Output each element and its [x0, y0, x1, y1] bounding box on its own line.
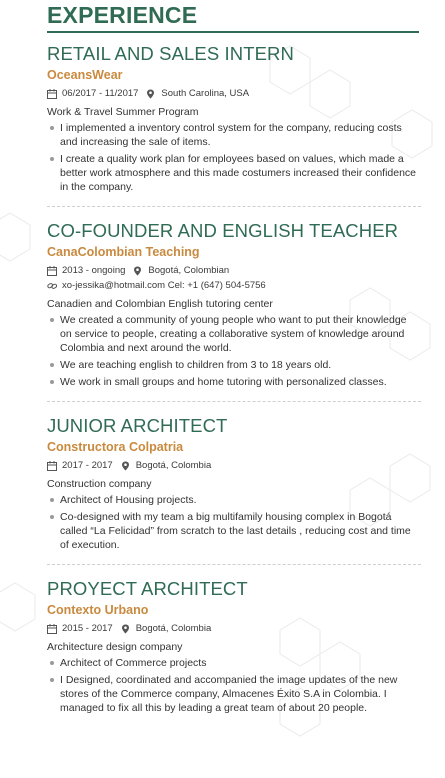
job-dates: 2015 - 2017: [62, 623, 113, 634]
job-location: Bogotá, Colombia: [135, 623, 212, 634]
map-pin-icon: [133, 266, 144, 276]
job-title: PROYECT ARCHITECT: [47, 578, 248, 599]
job-meta: [47, 459, 421, 472]
job-dates: 2013 - ongoing: [62, 265, 126, 276]
calendar-icon: [47, 89, 58, 99]
job-description: Canadien and Colombian English tutoring center: [47, 298, 273, 310]
job-entry: [47, 206, 421, 401]
job-description: Construction company: [47, 478, 152, 490]
company-name: Constructora Colpatria: [47, 440, 184, 454]
job-title: JUNIOR ARCHITECT: [47, 415, 228, 436]
job-bullets: [47, 656, 421, 715]
list-item: We work in small groups and home tutoring with personalized classes.: [47, 375, 421, 389]
link-icon: [47, 281, 58, 291]
job-description: Work & Travel Summer Program: [47, 106, 199, 118]
job-contact[interactable]: xo-jessika@hotmail.com Cel: +1 (647) 504-5756: [62, 280, 266, 291]
job-contact-row: [47, 279, 421, 292]
section-title: EXPERIENCE: [47, 2, 198, 28]
job-entry: [47, 564, 421, 724]
job-meta: [47, 622, 421, 635]
job-meta: [47, 87, 421, 100]
job-location: Bogotá, Colombian: [148, 265, 230, 276]
job-entry: [47, 401, 421, 564]
company-name: Contexto Urbano: [47, 603, 149, 617]
job-dates: 06/2017 - 11/2017: [62, 88, 139, 99]
map-pin-icon: [121, 624, 132, 634]
job-title: RETAIL AND SALES INTERN: [47, 43, 294, 64]
job-bullets: [47, 313, 421, 389]
list-item: We created a community of young people who want to put their knowledge on service to people, creating a collaborative system of knowledge around Colombia and next around the world.: [47, 313, 421, 355]
list-item: Architect of Commerce projects: [47, 656, 421, 670]
company-name: CanaColombian Teaching: [47, 245, 200, 259]
calendar-icon: [47, 266, 58, 276]
map-pin-icon: [146, 89, 157, 99]
job-location: Bogotá, Colombia: [135, 460, 212, 471]
calendar-icon: [47, 624, 58, 634]
list-item: I implemented a inventory control system for the company, reducing costs and increasing the sale of items.: [47, 121, 421, 149]
job-description: Architecture design company: [47, 641, 183, 653]
job-bullets: [47, 493, 421, 552]
job-entry: [47, 33, 421, 206]
job-title: CO-FOUNDER AND ENGLISH TEACHER: [47, 220, 399, 241]
job-dates: 2017 - 2017: [62, 460, 113, 471]
list-item: Architect of Housing projects.: [47, 493, 421, 507]
list-item: I Designed, coordinated and accompanied the image updates of the new stores of the Commerce company, Almacenes Éxito S.A in Colombia. I managed to fix all this by leading a great team of about 20 people.: [47, 673, 421, 715]
list-item: I create a quality work plan for employees based on values, which made a better work atmosphere and this made costumers increased their confidence in the company.: [47, 152, 421, 194]
list-item: We are teaching english to children from 3 to 18 years old.: [47, 358, 421, 372]
job-bullets: [47, 121, 421, 194]
job-location: South Carolina, USA: [161, 88, 250, 99]
job-meta: [47, 264, 421, 277]
list-item: Co-designed with my team a big multifamily housing complex in Bogotá called “La Felicidad” from scratch to the last details , reducing cost and time of execution.: [47, 510, 421, 552]
company-name: OceansWear: [47, 68, 123, 82]
calendar-icon: [47, 461, 58, 471]
map-pin-icon: [121, 461, 132, 471]
